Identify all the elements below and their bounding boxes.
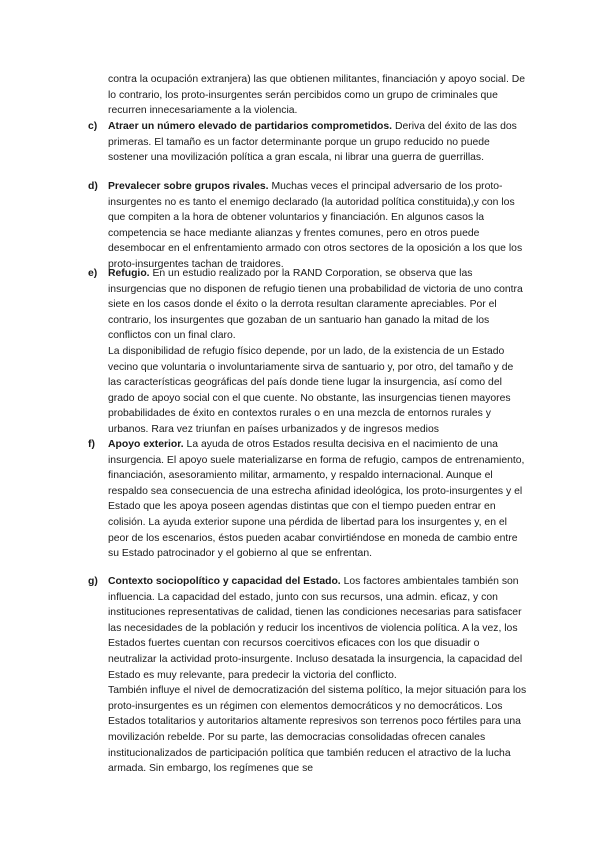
item-text: En un estudio realizado por la RAND Corporation, se observa que las insurgencias que no disponen de refugio tienen una probabilidad de victoria de uno contra siete en los casos donde el éxito o la derrota resultan claramente apreciables. Por el contrario, los insurgentes que gozaban de un santuario han ganado la mitad de los conflictos con un final claro. — [108, 268, 523, 342]
item-label: g) — [88, 576, 98, 587]
list-item-e — [88, 266, 528, 438]
item-heading: Atraer un número elevado de partidarios comprometidos. — [108, 121, 393, 132]
item-heading: Refugio. — [108, 268, 150, 279]
item-text: La ayuda de otros Estados resulta decisiva en el nacimiento de una insurgencia. El apoyo suele materializarse en forma de refugio, campos de entrenamiento, financiación, asesoramiento militar, armamento, y respaldo internacional. Aunque el respaldo sea consecuencia de una estrecha afinidad ideológica, los proto-insurgentes y el Estado que les apoya poseen agendas distintas que con el tiempo pueden entrar en colisión. La ayuda exterior supone una pérdida de libertad para los insurgentes y, en el peor de los escenarios, éstos pueden acabar convirtiéndose en moneda de cambio entre su Estado patrocinador y el gobierno al que se enfrentan. — [108, 439, 525, 560]
item-paragraph-2: También influye el nivel de democratización del sistema político, la mejor situación para los proto-insurgentes es un régimen con elementos democráticos y no democráticos. Los Estados totalitarios y autoritarios altamente represivos son terrenos poco fértiles para una movilización rebelde. Por su parte, las democracias consolidadas ofrecen canales institucionalizados de participación política que también reducen el atractivo de la lucha armada. Sin embargo, los regímenes que se — [108, 685, 527, 775]
item-text: Deriva del éxito de las dos primeras. El tamaño es un factor determinante porque un grupo reducido no puede sostener una movilización política a gran escala, ni librar una guerra de guerrillas. — [108, 121, 517, 164]
list-item-d — [88, 179, 528, 273]
item-label: e) — [88, 268, 98, 279]
item-text: Muchas veces el principal adversario de los proto-insurgentes no es tanto el enemigo declarado (la autoridad política constituida),y con los que compiten a la hora de obtener voluntarios y financiación. En algunos casos la competencia se hace mediante alianzas y frentes comunes, pero en otros puede desembocar en el enfrentamiento armado con otros sectores de la oposición a los que los proto-insurgentes tachan de traidores. — [108, 181, 523, 270]
continuation-text: contra la ocupación extranjera) las que obtienen militantes, financiación y apoyo social. De lo contrario, los proto-insurgentes serán percibidos como un grupo de criminales que recurren innecesariamente a la violencia. — [108, 74, 526, 117]
item-paragraph-2: La disponibilidad de refugio físico depende, por un lado, de la existencia de un Estado vecino que voluntaria o involuntariamente sirva de santuario y, por otro, del tamaño y de las características geográficas del país donde tiene lugar la insurgencia, así como del grado de apoyo social con el que cuente. No obstante, las insurgencias tienen mayores probabilidades de éxito en contextos rurales o en una mezcla de entornos rurales y urbanos. Rara vez triunfan en países urbanizados y de ingresos medios — [108, 345, 514, 435]
item-heading: Prevalecer sobre grupos rivales. — [108, 181, 269, 192]
list-item-f — [88, 437, 528, 562]
item-paragraph — [108, 119, 528, 166]
item-paragraph — [108, 574, 528, 683]
item-paragraph — [108, 437, 528, 562]
item-label: f) — [88, 439, 95, 450]
item-paragraph — [108, 266, 528, 344]
item-heading: Contexto sociopolítico y capacidad del Estado. — [108, 576, 341, 587]
list-item-g — [88, 574, 528, 777]
item-paragraph — [108, 179, 528, 273]
item-label: c) — [88, 121, 98, 132]
continuation-paragraph — [108, 72, 528, 119]
item-text: Los factores ambientales también son influencia. La capacidad del estado, junto con sus recursos, una admin. eficaz, y con instituciones representativas de calidad, tienen las condiciones necesarias para satisfacer las necesidades de la población y reducir los incentivos de violencia política. A la vez, los Estados fuertes cuentan con recursos coercitivos eficaces con los que disuadir o neutralizar la actividad proto-insurgente. Incluso desatada la insurgencia, la capacidad del Estado es muy relevante, para predecir la victoria del conflicto. — [108, 576, 523, 681]
list-item-c — [88, 119, 528, 166]
item-label: d) — [88, 181, 98, 192]
item-heading: Apoyo exterior. — [108, 439, 184, 450]
